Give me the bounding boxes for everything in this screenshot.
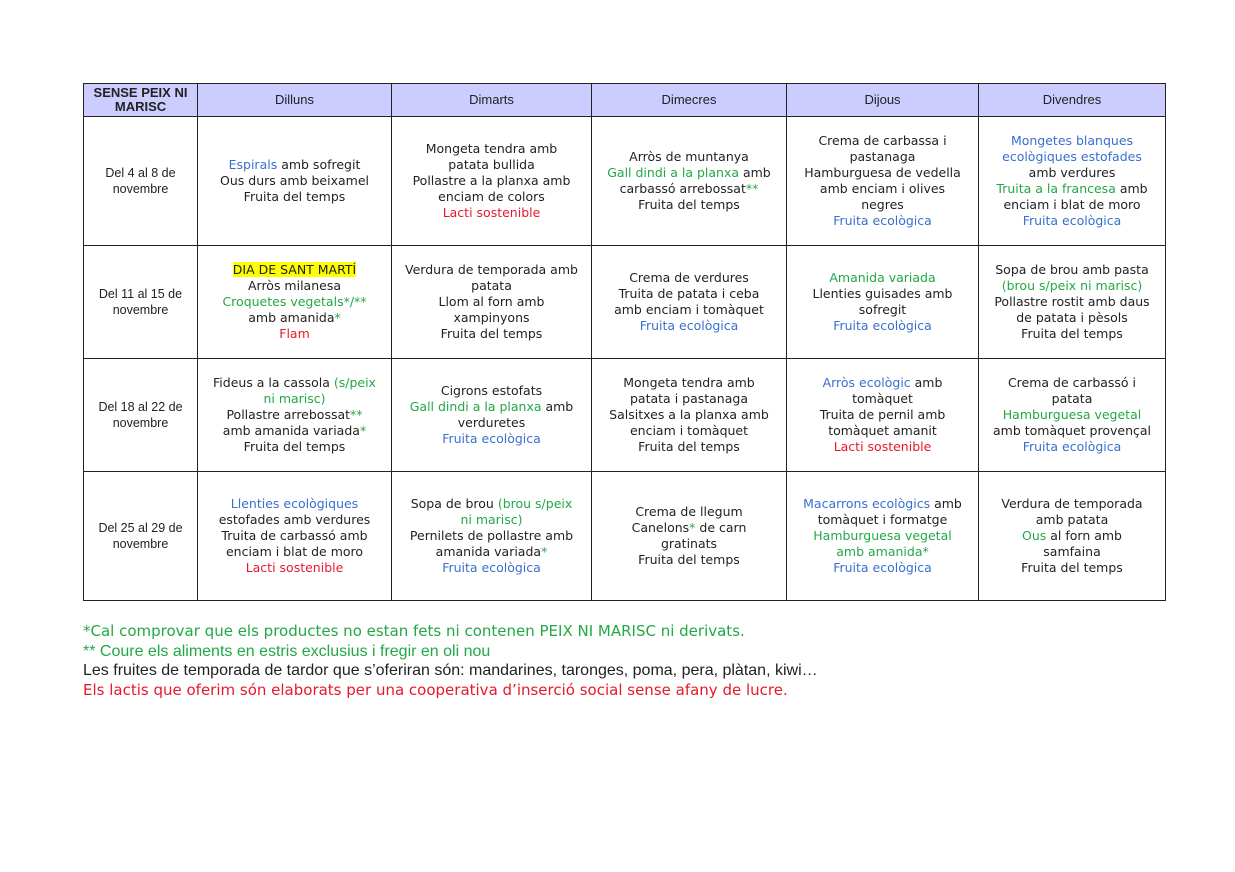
menu-line [983, 294, 1161, 310]
dish-text: amanida variada [435, 544, 542, 559]
dish-text: amb [1115, 181, 1148, 196]
menu-line [983, 181, 1161, 197]
menu-cell-friday [979, 472, 1166, 601]
menu-line [983, 423, 1161, 439]
menu-line [596, 197, 782, 213]
menu-line [596, 439, 782, 455]
dish-text: Hamburguesa de vedella [804, 165, 961, 180]
menu-cell-friday [979, 359, 1166, 472]
dish-text: Verdura de temporada [1001, 496, 1143, 511]
dish-text: ** [745, 181, 759, 196]
dish-text: Arròs ecològic [822, 375, 911, 390]
menu-cell-friday [979, 117, 1166, 246]
dish-text: patata bullida [448, 157, 535, 172]
menu-line [202, 189, 387, 205]
dish-text: Mongeta tendra amb [425, 141, 558, 156]
dish-text: Fruita ecològica [833, 318, 932, 333]
menu-line [791, 270, 974, 286]
dish-text: Macarrons ecològics [803, 496, 931, 511]
dish-text: Truita de patata i ceba [618, 286, 760, 301]
menu-line [791, 133, 974, 149]
menu-line [983, 133, 1161, 149]
dish-text: carbassó arrebossat [619, 181, 746, 196]
dish-text: Cigrons estofats [440, 383, 543, 398]
menu-cell-wednesday [592, 117, 787, 246]
menu-line [202, 439, 387, 455]
dish-text: Pollastre arrebossat [226, 407, 351, 422]
week-row [84, 246, 1166, 359]
dish-text: Crema de verdures [629, 270, 749, 285]
dish-text: Fruita del temps [243, 189, 346, 204]
menu-line [596, 520, 782, 536]
menu-line [791, 318, 974, 334]
dish-text: amb amanida* [836, 544, 929, 559]
dish-text: amb [541, 399, 574, 414]
week-row [84, 359, 1166, 472]
menu-line [791, 407, 974, 423]
dish-text: Gall dindi a la planxa [607, 165, 739, 180]
menu-cell-monday [198, 117, 392, 246]
dish-text: Hamburguesa vegetal [813, 528, 952, 543]
dish-text: Fruita ecològica [639, 318, 739, 333]
note-no-fish: *Cal comprovar que els productes no estan fets ni contenen PEIX NI MARISC ni derivats. [83, 622, 745, 640]
dish-text: Salsitxes a la planxa amb [609, 407, 769, 422]
menu-cell-thursday [787, 246, 979, 359]
menu-line [791, 528, 974, 544]
dish-text: amb enciam i olives [819, 181, 946, 196]
menu-line [202, 423, 387, 439]
dish-text: Lacti sostenible [833, 439, 932, 454]
menu-cell-tuesday [392, 359, 592, 472]
menu-line [983, 560, 1161, 576]
menu-line [396, 415, 587, 431]
menu-line [983, 512, 1161, 528]
menu-cell-thursday [787, 359, 979, 472]
menu-line [202, 560, 387, 576]
menu-cell-tuesday [392, 472, 592, 601]
menu-line [596, 318, 782, 334]
corner-header: SENSE PEIX NI MARISC [84, 84, 198, 117]
dish-text: Fruita del temps [440, 326, 543, 341]
dish-text: amb tomàquet provençal [992, 423, 1151, 438]
menu-line [396, 205, 587, 221]
dish-text: patata [471, 278, 512, 293]
menu-line [396, 189, 587, 205]
dish-text: Mongeta tendra amb [623, 375, 755, 390]
menu-line [983, 439, 1161, 455]
note-cooking: ** Coure els aliments en estris exclusius i fregir en oli nou [83, 642, 491, 660]
dish-text: Llenties guisades amb [812, 286, 953, 301]
menu-line [791, 181, 974, 197]
dish-text: Truita a la francesa [996, 181, 1116, 196]
menu-line [396, 326, 587, 342]
dish-text: tomàquet amanit [828, 423, 937, 438]
day-header-monday: Dilluns [198, 84, 392, 117]
menu-line [396, 560, 587, 576]
dish-text: patata i pastanaga [630, 391, 748, 406]
menu-line [396, 157, 587, 173]
dish-text: * [689, 520, 696, 535]
dish-text: Crema de llegum [635, 504, 743, 519]
menu-line [983, 165, 1161, 181]
menu-line [202, 512, 387, 528]
menu-line [983, 391, 1161, 407]
dish-text: (brou s/peix [497, 496, 573, 511]
dish-text: Llenties ecològiques [230, 496, 359, 511]
menu-line [596, 391, 782, 407]
menu-line [202, 544, 387, 560]
dish-text: samfaina [1043, 544, 1101, 559]
menu-line [791, 496, 974, 512]
menu-line [791, 423, 974, 439]
menu-line [596, 407, 782, 423]
day-header-thursday: Dijous [787, 84, 979, 117]
dish-text: Fruita ecològica [442, 431, 541, 446]
dish-text: amb sofregit [277, 157, 361, 172]
dish-text: Gall dindi a la planxa [409, 399, 542, 414]
menu-line [791, 302, 974, 318]
dish-text: (s/peix [333, 375, 376, 390]
dish-text: Fruita ecològica [833, 213, 932, 228]
menu-line [596, 536, 782, 552]
day-header-wednesday: Dimecres [592, 84, 787, 117]
menu-line [396, 544, 587, 560]
dish-text: Fruita ecològica [442, 560, 541, 575]
dish-text: Fruita ecològica [1022, 213, 1122, 228]
menu-line [596, 270, 782, 286]
dish-text: negres [861, 197, 904, 212]
menu-line [791, 375, 974, 391]
dish-text: pastanaga [849, 149, 916, 164]
dish-text: ni marisc) [460, 512, 523, 527]
menu-line [791, 149, 974, 165]
menu-line [396, 399, 587, 415]
dish-text: * [359, 423, 367, 438]
menu-body [84, 117, 1166, 601]
dish-text: Hamburguesa vegetal [1002, 407, 1142, 422]
dish-text: enciam de colors [438, 189, 545, 204]
dish-text: patata [1051, 391, 1093, 406]
dish-text: Fideus a la cassola [213, 375, 334, 390]
menu-line [983, 278, 1161, 294]
note-seasonal-fruits: Les fruites de temporada de tardor que s’oferiran són: mandarines, taronges, poma, pera, plàtan, kiwi… [83, 662, 818, 679]
dish-text: xampinyons [453, 310, 530, 325]
menu-line [596, 165, 782, 181]
menu-cell-thursday [787, 472, 979, 601]
menu-line [791, 391, 974, 407]
dish-text: Pernilets de pollastre amb [409, 528, 574, 543]
dish-text: Amanida variada [829, 270, 936, 285]
menu-cell-wednesday [592, 472, 787, 601]
dish-text: Mongetes blanques [1010, 133, 1134, 148]
dish-text: Lacti sostenible [442, 205, 541, 220]
dish-text: Crema de carbassa i [818, 133, 947, 148]
menu-cell-monday [198, 246, 392, 359]
menu-line [396, 512, 587, 528]
menu-line [791, 544, 974, 560]
menu-line [791, 213, 974, 229]
dish-text: Fruita del temps [638, 552, 740, 567]
menu-line [596, 504, 782, 520]
menu-line [791, 439, 974, 455]
menu-line [202, 173, 387, 189]
menu-line [396, 310, 587, 326]
menu-line [983, 407, 1161, 423]
menu-line [983, 326, 1161, 342]
menu-cell-friday [979, 246, 1166, 359]
menu-line [202, 326, 387, 342]
menu-line [396, 173, 587, 189]
menu-line [791, 286, 974, 302]
menu-line [202, 375, 387, 391]
menu-line [202, 407, 387, 423]
dish-text: ni marisc) [263, 391, 326, 406]
week-row [84, 472, 1166, 601]
menu-line [791, 165, 974, 181]
dish-text: Fruita del temps [638, 439, 740, 454]
dish-text: al forn amb [1046, 528, 1122, 543]
menu-line [202, 528, 387, 544]
dish-text: Sopa de brou [410, 496, 498, 511]
dish-text: de patata i pèsols [1016, 310, 1128, 325]
menu-line [596, 423, 782, 439]
menu-line [983, 528, 1161, 544]
week-row [84, 117, 1166, 246]
dish-text: Truita de carbassó amb [221, 528, 368, 543]
dish-text: tomàquet [852, 391, 913, 406]
menu-line [202, 262, 387, 278]
dish-text: Canelons [631, 520, 690, 535]
dish-text: amb amanida [248, 310, 335, 325]
dish-text: sofregit [858, 302, 907, 317]
menu-line [396, 262, 587, 278]
menu-cell-monday [198, 472, 392, 601]
menu-line [396, 528, 587, 544]
menu-line [983, 262, 1161, 278]
dish-text: enciam i tomàquet [629, 423, 749, 438]
menu-line [596, 286, 782, 302]
dish-text: Fruita del temps [1021, 560, 1123, 575]
dish-text: Pollastre a la planxa amb [412, 173, 571, 188]
dish-text: Arròs milanesa [247, 278, 342, 293]
menu-line [983, 375, 1161, 391]
menu-cell-tuesday [392, 246, 592, 359]
week-label: Del 4 al 8 de novembre [84, 117, 198, 246]
menu-line [202, 278, 387, 294]
menu-line [396, 141, 587, 157]
dish-text: Fruita ecològica [833, 560, 932, 575]
day-header-tuesday: Dimarts [392, 84, 592, 117]
dish-text: Truita de pernil amb [819, 407, 946, 422]
week-label: Del 25 al 29 de novembre [84, 472, 198, 601]
menu-line [983, 149, 1161, 165]
dish-text: Arròs de muntanya [629, 149, 749, 164]
menu-line [202, 310, 387, 326]
menu-line [596, 375, 782, 391]
menu-line [983, 213, 1161, 229]
dish-text: Ous durs amb beixamel [220, 173, 369, 188]
menu-cell-thursday [787, 117, 979, 246]
menu-line [983, 310, 1161, 326]
week-label: Del 11 al 15 de novembre [84, 246, 198, 359]
header-row [84, 84, 1166, 117]
note-dairy: Els lactis que oferim són elaborats per una cooperativa d’inserció social sense afany de lucre. [83, 680, 788, 699]
dish-text: Pollastre rostit amb daus [994, 294, 1150, 309]
menu-line [791, 512, 974, 528]
dish-text: amb verdures [1028, 165, 1116, 180]
menu-line [396, 496, 587, 512]
dish-text: Verdura de temporada amb [405, 262, 578, 277]
menu-cell-wednesday [592, 359, 787, 472]
dish-text: estofades amb verdures [218, 512, 371, 527]
menu-line [202, 157, 387, 173]
dish-text: amb [910, 375, 943, 390]
footnotes [83, 622, 1183, 700]
dish-text: verduretes [457, 415, 526, 430]
week-label: Del 18 al 22 de novembre [84, 359, 198, 472]
menu-line [396, 278, 587, 294]
menu-line [396, 294, 587, 310]
dish-text: * [541, 544, 548, 559]
dish-text: Ous [1022, 528, 1047, 543]
dish-text: Lacti sostenible [245, 560, 344, 575]
menu-line [983, 197, 1161, 213]
menu-table [83, 83, 1166, 601]
dish-text: Espirals [228, 157, 278, 172]
dish-text: Llom al forn amb [438, 294, 545, 309]
menu-line [596, 149, 782, 165]
menu-line [791, 197, 974, 213]
highlighted-event-label: DIA DE SANT MARTÍ [232, 262, 357, 277]
dish-text: Fruita del temps [1021, 326, 1123, 341]
menu-line [596, 181, 782, 197]
menu-line [983, 544, 1161, 560]
dish-text: de carn [695, 520, 747, 535]
menu-line [596, 302, 782, 318]
dish-text: * [334, 310, 341, 325]
menu-line [596, 552, 782, 568]
dish-text: amb enciam i tomàquet [614, 302, 764, 317]
dish-text: amb [739, 165, 771, 180]
menu-cell-wednesday [592, 246, 787, 359]
menu-line [396, 431, 587, 447]
dish-text: amb patata [1035, 512, 1109, 527]
dish-text: Sopa de brou amb pasta [995, 262, 1149, 277]
dish-text: ecològiques estofades [1002, 149, 1142, 164]
menu-line [791, 560, 974, 576]
dish-text: ** [350, 407, 363, 422]
dish-text: gratinats [660, 536, 718, 551]
dish-text: enciam i blat de moro [1003, 197, 1141, 212]
dish-text: Flam [279, 326, 310, 341]
dish-text: enciam i blat de moro [225, 544, 364, 559]
menu-line [983, 496, 1161, 512]
dish-text: amb [930, 496, 962, 511]
menu-line [202, 496, 387, 512]
menu-cell-tuesday [392, 117, 592, 246]
dish-text: Fruita del temps [638, 197, 740, 212]
menu-cell-monday [198, 359, 392, 472]
menu-line [202, 391, 387, 407]
dish-text: Crema de carbassó i [1007, 375, 1137, 390]
menu-line [396, 383, 587, 399]
dish-text: tomàquet i formatge [817, 512, 948, 527]
day-header-friday: Divendres [979, 84, 1166, 117]
menu-line [202, 294, 387, 310]
dish-text: amb amanida variada [222, 423, 360, 438]
dish-text: Fruita del temps [243, 439, 346, 454]
dish-text: Croquetes vegetals*/** [222, 294, 367, 309]
dish-text: Fruita ecològica [1022, 439, 1122, 454]
dish-text: (brou s/peix ni marisc) [1001, 278, 1143, 293]
